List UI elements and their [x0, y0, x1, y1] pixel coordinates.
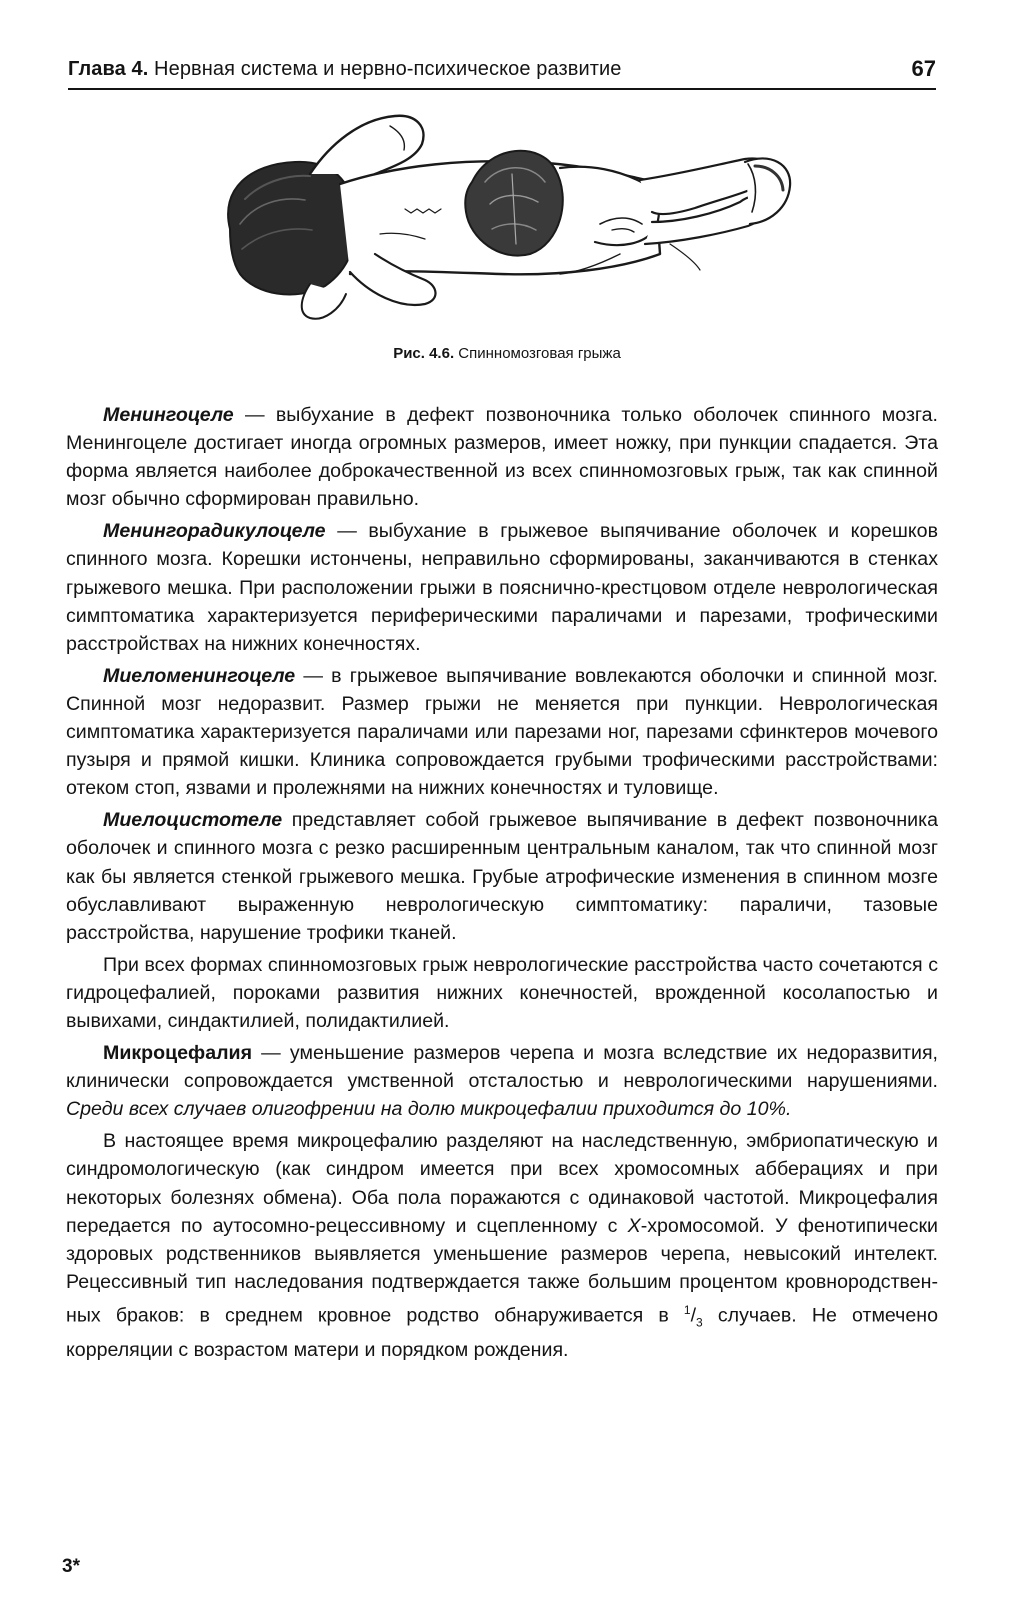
- paragraph-text: — выбухание в дефект позвоночника только оболочек спинного мозга. Менингоцеле достигает иногда огромных размеров, имеет ножку, при пункции спадается. Эта форма является наиболее доброкачественной из всех спинномозговых грыж, так как спинной мозг обычно сформирован правильно.: [66, 404, 938, 511]
- paragraph-meningoradiculocele: [66, 517, 938, 657]
- paragraph-text: — в грыжевое выпячивание вовлекаются оболочки и спинной мозг. Спинной мозг недоразвит. Размер грыжи не меняется при пункции. Неврологическая симптоматика характеризуется параличами или парезами ног, парезами сфинктеров мочевого пузыря и прямой кишки. Клиника сопровождается грубыми трофическими расстройствами: отеком стоп, язвами и пролежнями на нижних конечностях и туловище.: [66, 664, 938, 800]
- chapter-name: Нервная система и нервно-психическое развитие: [154, 58, 622, 80]
- paragraph-emphasis: Среди всех случаев олигофрении на долю микроцефалии приходится до 10%.: [66, 1098, 792, 1121]
- signature-mark: 3*: [62, 1556, 80, 1577]
- paragraph-text: — выбухание в грыжевое выпячивание оболочек и корешков спинного мозга. Корешки истончены, неправильно сформированы, заканчиваются в стенках грыжевого мешка. При расположении грыжи в пояснично-крестцовом отделе неврологическая симптоматика характеризуется периферическими параличами и парезами, трофическими расстройствах на нижних конечностях.: [66, 520, 938, 655]
- paragraph-microcephaly: [66, 1039, 938, 1123]
- paragraph-meningocele: [66, 401, 938, 513]
- term-myelomeningocele: Миеломенингоцеле: [103, 664, 296, 687]
- running-head: [68, 56, 936, 86]
- fraction-denominator: 3: [696, 1315, 703, 1330]
- paragraph-myelocystocele: [66, 806, 938, 946]
- figure-caption: [0, 345, 1014, 362]
- paragraph-text: — уменьшение размеров черепа и мозга вследствие их недоразвития, клинически сопровождается умственной отсталостью и неврологическими нарушениями.: [66, 1042, 938, 1093]
- caption-text: Спинномозговая грыжа: [458, 345, 621, 362]
- term-microcephaly: Микроцефалия: [103, 1042, 253, 1065]
- paragraph-text: -хромосомой. У фенотипически здоровых родственников выявляется уменьшение размеров черепа, невысокий интелект. Рецессивный тип наследования подтверждается также большим процентом кровнородственных браков: в среднем кровное родство обнаруживается в: [66, 1214, 939, 1327]
- paragraph-text: В настоящее время микроцефалию разделяют на наследственную, эмбриопатическую и синдромологическую (как синдром имеется при всех хромосомных абберациях и при некоторых болезнях обмена). Оба пола поражаются с одинаковой частотой. Микроцефалия передается по аутосомно-рецессивному и сцепленному с: [66, 1130, 938, 1237]
- paragraph-text: При всех формах спинномозговых грыж неврологические расстройства часто сочетаются с гидроцефалией, пороками развития нижних конечностей, врожденной косолапостью и вывихами, синдактилией, полидактилией.: [66, 953, 938, 1032]
- term-myelocystocele: Миелоцистотеле: [103, 809, 283, 832]
- paragraph-text: представляет собой грыжевое выпячивание в дефект позвоночника оболочек и спинного мозга с резко расширенным центральным каналом, так что спинной мозг как бы является стенкой грыжевого мешка. Грубые атрофические изменения в спинном мозге обуславливают выраженную неврологическую симптоматику: параличи, тазовые расстройства, нарушение трофики тканей.: [66, 809, 938, 944]
- term-meningoradiculocele: Менингорадикулоцеле: [103, 520, 326, 543]
- paragraph-text: случаев. Не отмечено корреляции с возрастом матери и порядком рождения.: [66, 1304, 938, 1362]
- x-chromosome-letter: Х: [627, 1214, 641, 1237]
- figure-illustration: [200, 104, 800, 324]
- fraction-numerator: 1: [683, 1302, 691, 1317]
- paragraph-hernia-associations: [66, 951, 938, 1035]
- paragraph-myelomeningocele: [66, 662, 938, 802]
- paragraph-microcephaly-inheritance: В настоящее время микроцефалию разделяют на наследственную, эмбриопатическую и синдромологическую (как синдром имеется при всех хромосомных абберациях и при некоторых болезнях обмена). Оба пола поражаются с одинаковой частотой. Микроцефалия передается по аутосомно-рецессивному и сцепленному с Х-хромосомой. У фенотипически здоровых родственников выявляется уменьшение размеров черепа, невысокий интелект. Рецессивный тип наследования подтверждается также большим процентом кровнородственных браков: в среднем кровное родство обнаруживается в $^1/_3$ случаев. Не отмечено корреляции с возрастом матери и порядком рождения.: [66, 1130, 939, 1362]
- term-meningocele: Менингоцеле: [103, 404, 234, 426]
- infant-illustration: [200, 104, 800, 324]
- chapter-title: [68, 58, 622, 81]
- header-rule: [68, 88, 936, 90]
- chapter-label: Глава 4.: [68, 58, 149, 80]
- body-text: [66, 401, 938, 1369]
- caption-label: Рис. 4.6.: [393, 345, 455, 362]
- page-number: 67: [911, 56, 936, 81]
